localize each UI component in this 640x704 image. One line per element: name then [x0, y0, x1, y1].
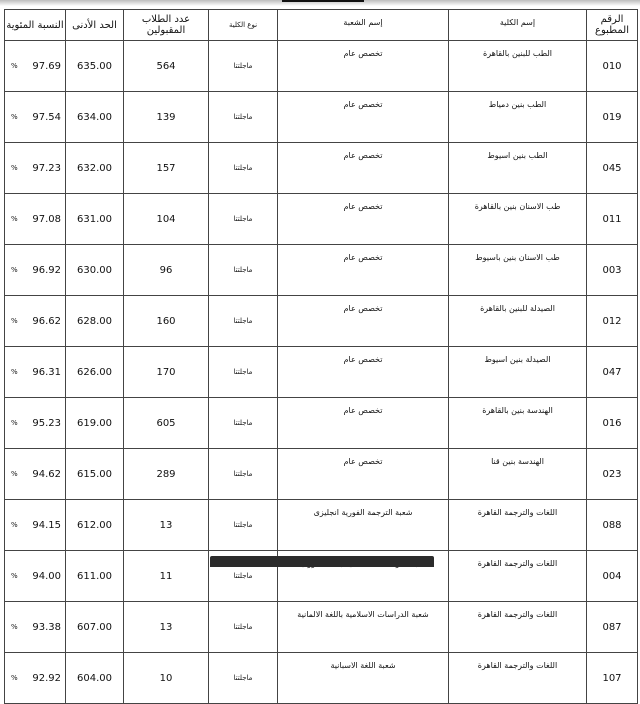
cell-percent [5, 551, 66, 602]
cell-count: 10 [124, 653, 209, 704]
percent-value: 94.00 [32, 570, 61, 582]
percent-value: 93.38 [32, 621, 61, 633]
percent-sign: % [11, 164, 18, 172]
cell-code: 016 [587, 398, 638, 449]
cell-count: 11 [124, 551, 209, 602]
cell-branch: تخصص عام [278, 296, 449, 347]
percent-sign: % [11, 215, 18, 223]
cell-count: 157 [124, 143, 209, 194]
cell-type: ماجلتتا [209, 194, 278, 245]
header-branch: إسم الشعبة [278, 10, 449, 41]
percent-value: 96.62 [32, 315, 61, 327]
cell-count: 96 [124, 245, 209, 296]
cell-type: ماجلتتا [209, 92, 278, 143]
cell-code: 019 [587, 92, 638, 143]
table-row [5, 653, 638, 704]
table-row [5, 398, 638, 449]
header-college: إسم الكلية [449, 10, 587, 41]
percent-sign: % [11, 674, 18, 682]
viewer-top-tab [282, 0, 364, 2]
cell-min: 626.00 [66, 347, 124, 398]
header-min: الحد الأدنى [66, 10, 124, 41]
cell-percent [5, 143, 66, 194]
cell-min: 628.00 [66, 296, 124, 347]
percent-value: 94.15 [32, 519, 61, 531]
header-row [5, 10, 638, 41]
percent-sign: % [11, 623, 18, 631]
percent-value: 97.08 [32, 213, 61, 225]
table-row [5, 449, 638, 500]
cell-count: 605 [124, 398, 209, 449]
header-count: عدد الطلاب المقبولين [124, 10, 209, 41]
cell-percent [5, 449, 66, 500]
cell-min: 632.00 [66, 143, 124, 194]
cell-code: 011 [587, 194, 638, 245]
cell-percent [5, 398, 66, 449]
percent-value: 96.31 [32, 366, 61, 378]
table-row [5, 296, 638, 347]
cell-college: اللغات والترجمة القاهرة [449, 653, 587, 704]
cell-min: 630.00 [66, 245, 124, 296]
cell-college: اللغات والترجمة القاهرة [449, 602, 587, 653]
cell-type: ماجلتتا [209, 245, 278, 296]
cell-college: الهندسة بنين بالقاهرة [449, 398, 587, 449]
percent-sign: % [11, 419, 18, 427]
cell-min: 631.00 [66, 194, 124, 245]
cell-percent [5, 194, 66, 245]
cell-code: 087 [587, 602, 638, 653]
cell-min: 607.00 [66, 602, 124, 653]
header-type: نوع الكلية [209, 10, 278, 41]
cell-code: 004 [587, 551, 638, 602]
table-row [5, 194, 638, 245]
percent-value: 97.69 [32, 60, 61, 72]
cell-percent [5, 92, 66, 143]
cell-college: الطب بنين اسيوط [449, 143, 587, 194]
cell-branch: تخصص عام [278, 194, 449, 245]
percent-value: 96.92 [32, 264, 61, 276]
table-row [5, 347, 638, 398]
cell-min: 604.00 [66, 653, 124, 704]
percent-sign: % [11, 62, 18, 70]
percent-sign: % [11, 368, 18, 376]
cell-college: الصيدلة للبنين بالقاهرة [449, 296, 587, 347]
cell-count: 13 [124, 602, 209, 653]
cell-college: اللغات والترجمة القاهرة [449, 500, 587, 551]
header-percent: النسبة المئوية [5, 10, 66, 41]
percent-value: 95.23 [32, 417, 61, 429]
cell-type: ماجلتتا [209, 296, 278, 347]
cell-college: الهندسة بنين قنا [449, 449, 587, 500]
cell-type: ماجلتتا [209, 143, 278, 194]
header-code: الرقم المطبوع [587, 10, 638, 41]
cell-type: ماجلتتا [209, 347, 278, 398]
cell-branch: تخصص عام [278, 398, 449, 449]
cell-type: ماجلتتا [209, 41, 278, 92]
cell-code: 107 [587, 653, 638, 704]
cell-percent [5, 500, 66, 551]
percent-value: 97.23 [32, 162, 61, 174]
cell-college: اللغات والترجمة القاهرة [449, 551, 587, 602]
viewer-bottom-toolbar[interactable] [210, 556, 434, 567]
cell-branch: شعبة الترجمة الفورية انجليزى [278, 500, 449, 551]
cell-branch: تخصص عام [278, 143, 449, 194]
cell-percent [5, 602, 66, 653]
percent-sign: % [11, 470, 18, 478]
cell-min: 612.00 [66, 500, 124, 551]
cell-percent [5, 41, 66, 92]
cell-college: طب الاسنان بنين باسيوط [449, 245, 587, 296]
table-row [5, 245, 638, 296]
percent-value: 92.92 [32, 672, 61, 684]
cell-percent [5, 245, 66, 296]
cell-percent [5, 653, 66, 704]
percent-sign: % [11, 113, 18, 121]
cell-code: 012 [587, 296, 638, 347]
cell-type: ماجلتتا [209, 653, 278, 704]
percent-sign: % [11, 521, 18, 529]
cell-type: ماجلتتا [209, 500, 278, 551]
cell-college: الصيدلة بنين اسيوط [449, 347, 587, 398]
table-row [5, 92, 638, 143]
cell-college: الطب للبنين بالقاهرة [449, 41, 587, 92]
cell-college: طب الاسنان بنين بالقاهرة [449, 194, 587, 245]
cell-branch: شعبة الدراسات الاسلامية باللغة الالمانية [278, 602, 449, 653]
cell-branch: تخصص عام [278, 245, 449, 296]
cell-code: 045 [587, 143, 638, 194]
cell-min: 634.00 [66, 92, 124, 143]
cell-min: 611.00 [66, 551, 124, 602]
cell-type: ماجلتتا [209, 602, 278, 653]
table-row [5, 41, 638, 92]
cell-count: 13 [124, 500, 209, 551]
cell-percent [5, 347, 66, 398]
cell-branch: تخصص عام [278, 92, 449, 143]
cell-branch: تخصص عام [278, 449, 449, 500]
cell-min: 619.00 [66, 398, 124, 449]
percent-sign: % [11, 572, 18, 580]
cell-code: 023 [587, 449, 638, 500]
cell-branch: تخصص عام [278, 347, 449, 398]
cell-count: 289 [124, 449, 209, 500]
cell-college: الطب بنين دمياط [449, 92, 587, 143]
percent-value: 94.62 [32, 468, 61, 480]
percent-value: 97.54 [32, 111, 61, 123]
table-row [5, 500, 638, 551]
cell-type: ماجلتتا [209, 398, 278, 449]
cell-branch: تخصص عام [278, 41, 449, 92]
cell-count: 160 [124, 296, 209, 347]
colleges-table [4, 9, 638, 704]
cell-code: 003 [587, 245, 638, 296]
cell-code: 047 [587, 347, 638, 398]
cell-branch: شعبة اللغة الاسبانية [278, 653, 449, 704]
table-row [5, 602, 638, 653]
cell-count: 139 [124, 92, 209, 143]
cell-percent [5, 296, 66, 347]
cell-type: ماجلتتا [209, 551, 278, 602]
cell-code: 010 [587, 41, 638, 92]
cell-type: ماجلتتا [209, 449, 278, 500]
percent-sign: % [11, 317, 18, 325]
cell-count: 170 [124, 347, 209, 398]
cell-min: 635.00 [66, 41, 124, 92]
percent-sign: % [11, 266, 18, 274]
table-row [5, 143, 638, 194]
cell-min: 615.00 [66, 449, 124, 500]
cell-count: 564 [124, 41, 209, 92]
cell-count: 104 [124, 194, 209, 245]
cell-code: 088 [587, 500, 638, 551]
